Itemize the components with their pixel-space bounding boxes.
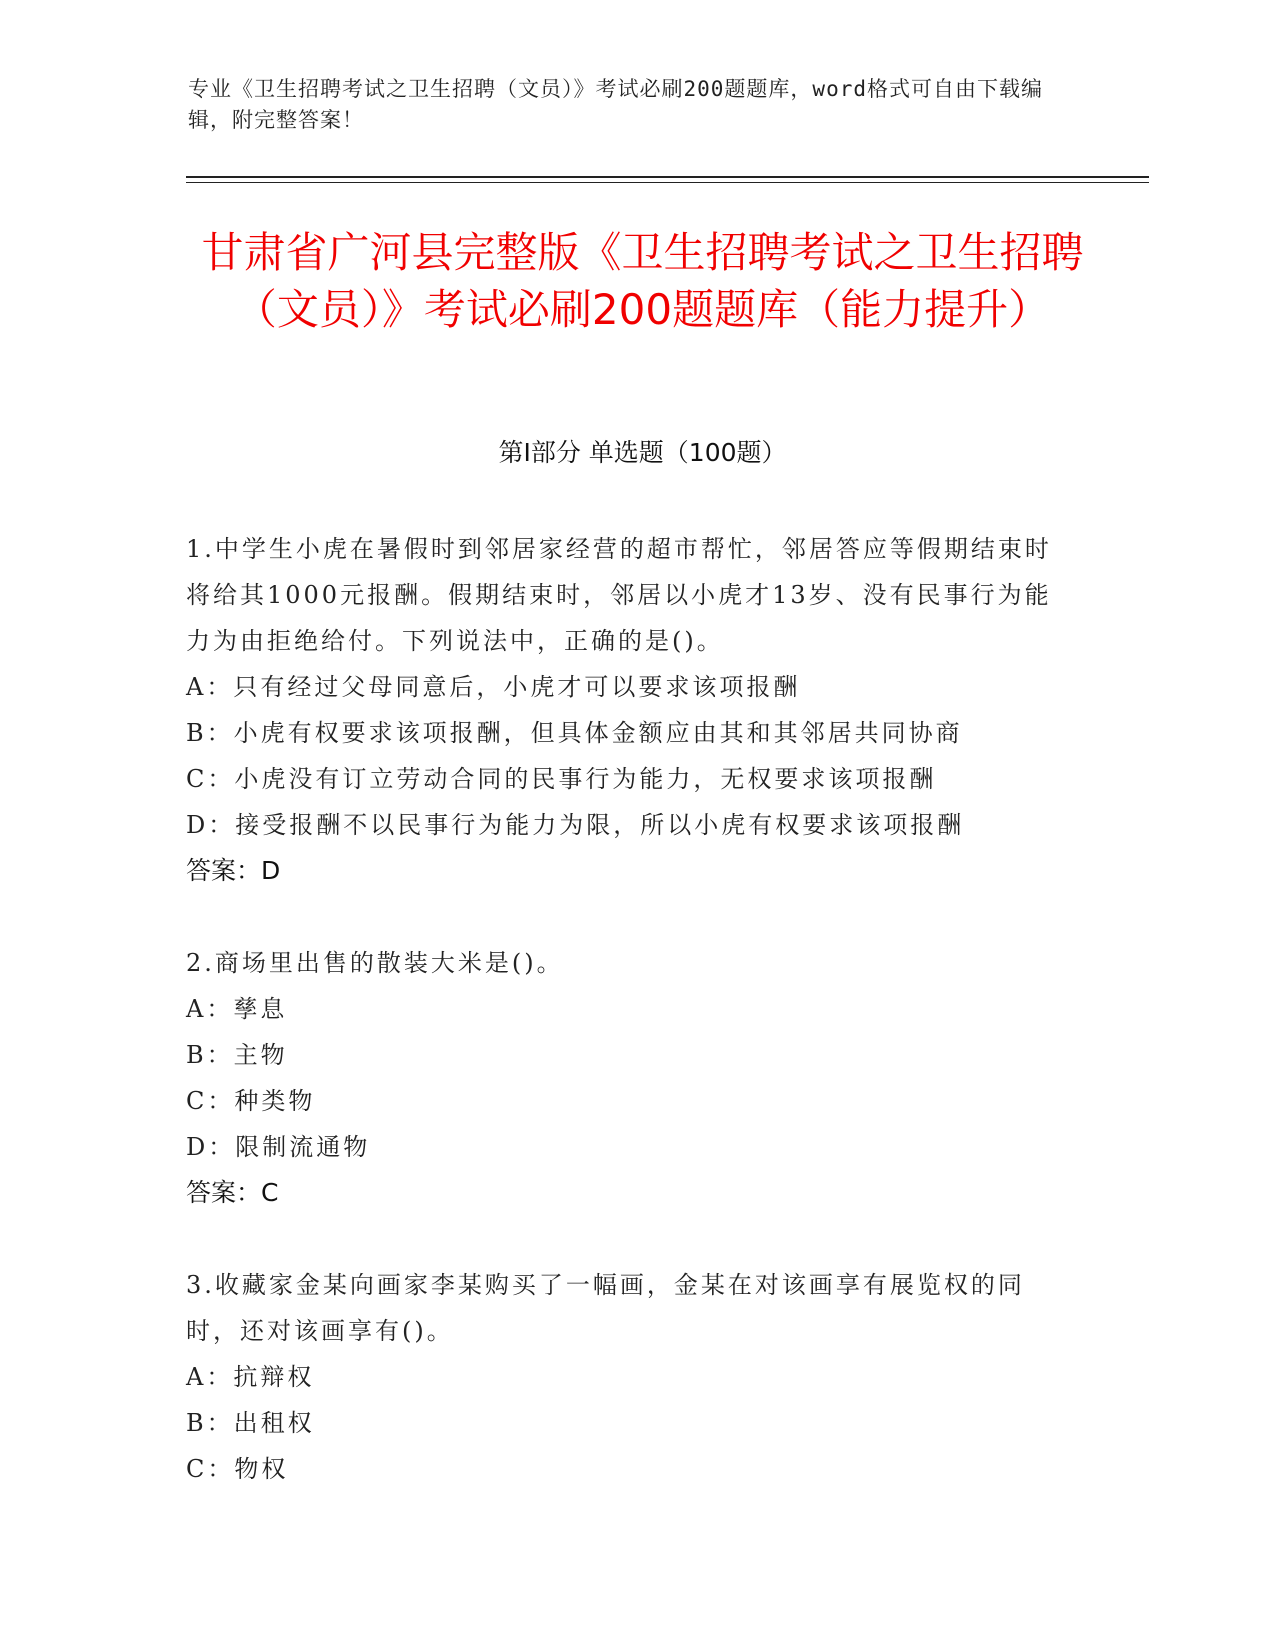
question-spacer (186, 1216, 1066, 1262)
question-3 (186, 1262, 1066, 1492)
option-c: C：物权 (186, 1455, 289, 1483)
option-b: B：小虎有权要求该项报酬，但具体金额应由其和其邻居共同协商 (186, 719, 963, 747)
document-title: 甘肃省广河县完整版《卫生招聘考试之卫生招聘（文员）》考试必刷200题题库（能力提升） (201, 228, 1084, 334)
option-c: C：小虎没有订立劳动合同的民事行为能力，无权要求该项报酬 (186, 765, 937, 793)
header-note: 专业《卫生招聘考试之卫生招聘（文员）》考试必刷200题题库，word格式可自由下载编辑，附完整答案！ (188, 77, 1043, 132)
question-2 (186, 940, 1066, 1216)
answer: 答案：D (186, 856, 281, 885)
header-divider (186, 176, 1149, 178)
option-b: B：主物 (186, 1041, 288, 1069)
option-d: D：限制流通物 (186, 1133, 371, 1161)
question-stem: 3.收藏家金某向画家李某购买了一幅画，金某在对该画享有展览权的同时，还对该画享有()。 (186, 1271, 1025, 1345)
header-divider-thin (186, 182, 1149, 183)
option-a: A：孳息 (186, 995, 288, 1023)
question-stem: 2.商场里出售的散装大米是()。 (186, 949, 564, 977)
question-list (186, 526, 1066, 1492)
option-a: A：抗辩权 (186, 1363, 315, 1391)
question-1 (186, 526, 1066, 894)
section-title: 第I部分 单选题（100题） (498, 438, 787, 467)
question-stem: 1.中学生小虎在暑假时到邻居家经营的超市帮忙，邻居答应等假期结束时将给其1000元报酬。假期结束时，邻居以小虎才13岁、没有民事行为能力为由拒绝给付。下列说法中，正确的是()。 (186, 535, 1052, 655)
option-d: D：接受报酬不以民事行为能力为限，所以小虎有权要求该项报酬 (186, 811, 965, 839)
answer: 答案：C (186, 1178, 279, 1207)
option-c: C：种类物 (186, 1087, 316, 1115)
option-a: A：只有经过父母同意后，小虎才可以要求该项报酬 (186, 673, 801, 701)
option-b: B：出租权 (186, 1409, 315, 1437)
question-spacer (186, 894, 1066, 940)
